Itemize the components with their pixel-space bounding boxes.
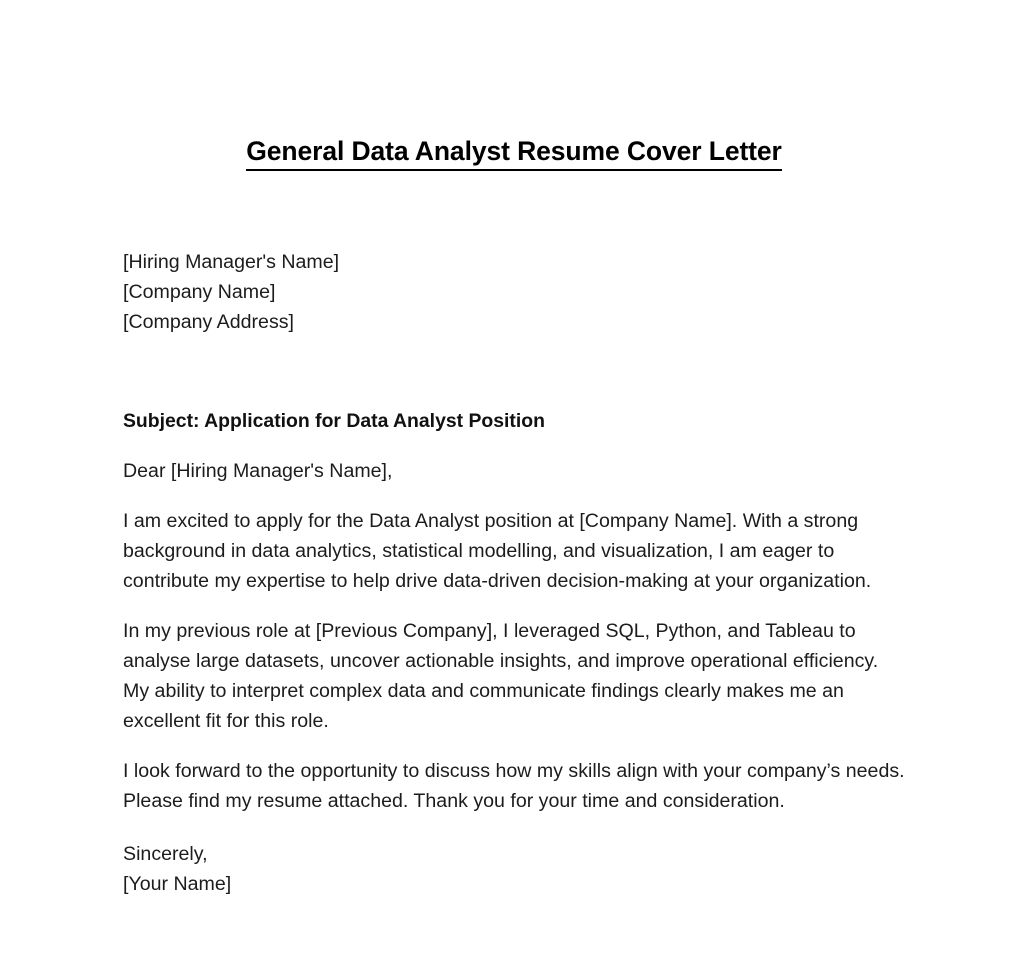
body-paragraph-2: In my previous role at [Previous Company], I leveraged SQL, Python, and Tableau to analyse large datasets, uncover actionable insights, and improve operational efficiency. My ability to interpret complex data and communicate findings clearly makes me an excellent fit for this role. xyxy=(123,619,879,732)
valediction-line: Sincerely, xyxy=(123,842,208,865)
subject-line: Subject: Application for Data Analyst Position xyxy=(123,409,545,432)
signature-line: [Your Name] xyxy=(123,872,232,895)
body-paragraph-1: I am excited to apply for the Data Analyst position at [Company Name]. With a strong background in data analytics, statistical modelling, and visualization, I am eager to contribute my expertise to help drive data-driven decision-making at your organization. xyxy=(123,509,872,592)
salutation-line: Dear [Hiring Manager's Name], xyxy=(123,459,393,482)
body-paragraph-3: I look forward to the opportunity to discuss how my skills align with your company’s needs. Please find my resume attached. Thank you for your time and consideration. xyxy=(123,759,905,812)
recipient-name-line: [Hiring Manager's Name] xyxy=(123,250,340,273)
recipient-address-block xyxy=(123,247,905,337)
closing-block xyxy=(123,839,905,899)
recipient-company-line: [Company Name] xyxy=(123,280,276,303)
page-title: General Data Analyst Resume Cover Letter xyxy=(246,136,782,171)
document-title-container xyxy=(123,118,905,189)
document-body xyxy=(123,0,905,899)
recipient-address-line: [Company Address] xyxy=(123,310,294,333)
